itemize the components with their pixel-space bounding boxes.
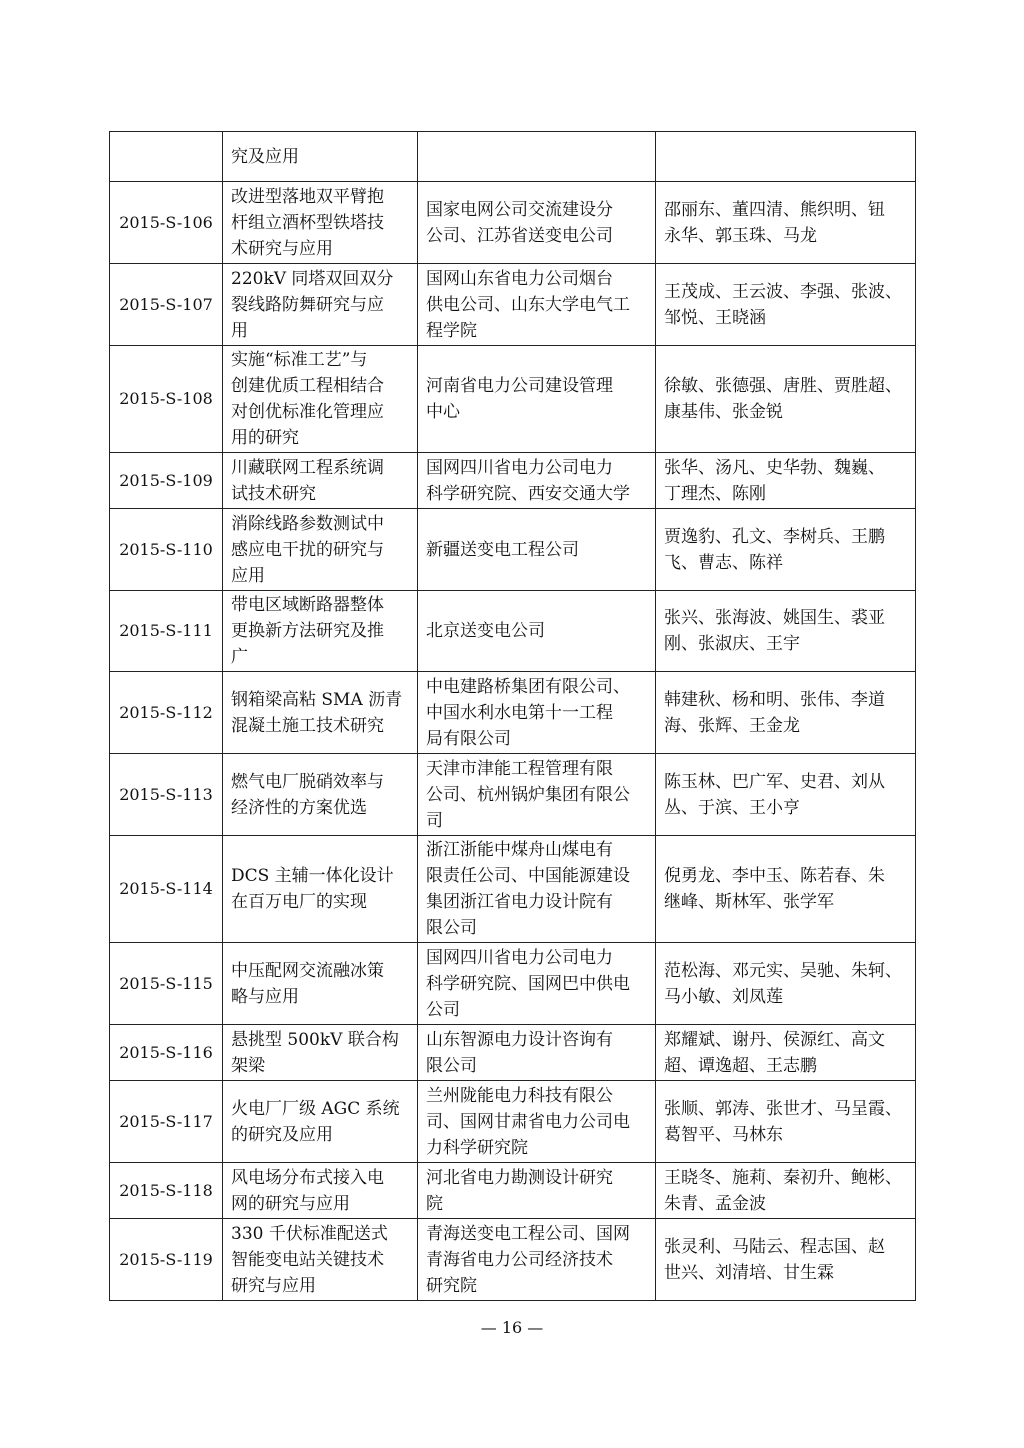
project-id-cell: 2015-S-115 [110, 943, 223, 1025]
project-name-cell: 悬挑型 500kV 联合构 架梁 [223, 1025, 418, 1081]
project-name-cell: 究及应用 [223, 132, 418, 182]
people-cell: 倪勇龙、李中玉、陈若春、朱 继峰、斯林军、张学军 [656, 836, 916, 943]
project-name-cell: 消除线路参数测试中 感应电干扰的研究与 应用 [223, 509, 418, 591]
people-cell: 郑耀斌、谢丹、侯源红、高文 超、谭逸超、王志鹏 [656, 1025, 916, 1081]
project-id-cell: 2015-S-113 [110, 754, 223, 836]
table-row [110, 672, 916, 754]
table-row [110, 264, 916, 346]
project-id-cell: 2015-S-118 [110, 1163, 223, 1219]
unit-cell: 山东智源电力设计咨询有 限公司 [418, 1025, 656, 1081]
project-name-cell: 钢箱梁高粘 SMA 沥青 混凝土施工技术研究 [223, 672, 418, 754]
unit-cell: 兰州陇能电力科技有限公 司、国网甘肃省电力公司电 力科学研究院 [418, 1081, 656, 1163]
unit-cell: 国网山东省电力公司烟台 供电公司、山东大学电气工 程学院 [418, 264, 656, 346]
table-row [110, 943, 916, 1025]
table-row [110, 591, 916, 672]
people-cell: 韩建秋、杨和明、张伟、李道 海、张辉、王金龙 [656, 672, 916, 754]
project-id-cell: 2015-S-107 [110, 264, 223, 346]
people-cell: 王晓冬、施莉、秦初升、鲍彬、 朱青、孟金波 [656, 1163, 916, 1219]
table-body [110, 132, 916, 1301]
project-id-cell: 2015-S-110 [110, 509, 223, 591]
project-name-cell: 燃气电厂脱硝效率与 经济性的方案优选 [223, 754, 418, 836]
people-cell: 徐敏、张德强、唐胜、贾胜超、 康基伟、张金锐 [656, 346, 916, 453]
project-name-cell: 川藏联网工程系统调 试技术研究 [223, 453, 418, 509]
project-id-cell: 2015-S-106 [110, 182, 223, 264]
project-id-cell [110, 132, 223, 182]
project-name-cell: 330 千伏标准配送式 智能变电站关键技术 研究与应用 [223, 1219, 418, 1301]
table-row [110, 754, 916, 836]
people-cell: 邵丽东、董四清、熊织明、钮 永华、郭玉珠、马龙 [656, 182, 916, 264]
page-number: — 16 — [480, 1318, 544, 1337]
people-cell: 张灵利、马陆云、程志国、赵 世兴、刘清培、甘生霖 [656, 1219, 916, 1301]
project-name-cell: 火电厂厂级 AGC 系统 的研究及应用 [223, 1081, 418, 1163]
unit-cell: 河北省电力勘测设计研究 院 [418, 1163, 656, 1219]
project-id-cell: 2015-S-109 [110, 453, 223, 509]
unit-cell: 中电建路桥集团有限公司、 中国水利水电第十一工程 局有限公司 [418, 672, 656, 754]
unit-cell: 天津市津能工程管理有限 公司、杭州锅炉集团有限公 司 [418, 754, 656, 836]
people-cell: 张兴、张海波、姚国生、裘亚 刚、张淑庆、王宇 [656, 591, 916, 672]
table-row [110, 836, 916, 943]
table-row [110, 346, 916, 453]
table-row [110, 182, 916, 264]
project-id-cell: 2015-S-111 [110, 591, 223, 672]
project-id-cell: 2015-S-114 [110, 836, 223, 943]
project-id-cell: 2015-S-119 [110, 1219, 223, 1301]
people-cell [656, 132, 916, 182]
unit-cell: 国网四川省电力公司电力 科学研究院、国网巴中供电 公司 [418, 943, 656, 1025]
table-row [110, 1081, 916, 1163]
table-row [110, 509, 916, 591]
people-cell: 王茂成、王云波、李强、张波、 邹悦、王晓涵 [656, 264, 916, 346]
people-cell: 张顺、郭涛、张世才、马呈霞、 葛智平、马林东 [656, 1081, 916, 1163]
table-row [110, 132, 916, 182]
unit-cell: 北京送变电公司 [418, 591, 656, 672]
people-cell: 陈玉林、巴广军、史君、刘从 丛、于滨、王小亨 [656, 754, 916, 836]
project-name-cell: 实施“标准工艺”与 创建优质工程相结合 对创优标准化管理应 用的研究 [223, 346, 418, 453]
table-row [110, 1163, 916, 1219]
project-id-cell: 2015-S-112 [110, 672, 223, 754]
project-id-cell: 2015-S-117 [110, 1081, 223, 1163]
people-cell: 范松海、邓元实、吴驰、朱轲、 马小敏、刘凤莲 [656, 943, 916, 1025]
table-row [110, 1025, 916, 1081]
people-cell: 张华、汤凡、史华勃、魏巍、 丁理杰、陈刚 [656, 453, 916, 509]
unit-cell: 国网四川省电力公司电力 科学研究院、西安交通大学 [418, 453, 656, 509]
table-row [110, 453, 916, 509]
project-name-cell: 带电区域断路器整体 更换新方法研究及推 广 [223, 591, 418, 672]
unit-cell [418, 132, 656, 182]
people-cell: 贾逸豹、孔文、李树兵、王鹏 飞、曹志、陈祥 [656, 509, 916, 591]
project-id-cell: 2015-S-108 [110, 346, 223, 453]
project-id-cell: 2015-S-116 [110, 1025, 223, 1081]
table-row [110, 1219, 916, 1301]
unit-cell: 河南省电力公司建设管理 中心 [418, 346, 656, 453]
unit-cell: 新疆送变电工程公司 [418, 509, 656, 591]
project-name-cell: 风电场分布式接入电 网的研究与应用 [223, 1163, 418, 1219]
awards-table [109, 131, 916, 1301]
unit-cell: 青海送变电工程公司、国网 青海省电力公司经济技术 研究院 [418, 1219, 656, 1301]
project-name-cell: DCS 主辅一体化设计 在百万电厂的实现 [223, 836, 418, 943]
project-name-cell: 220kV 同塔双回双分 裂线路防舞研究与应 用 [223, 264, 418, 346]
unit-cell: 浙江浙能中煤舟山煤电有 限责任公司、中国能源建设 集团浙江省电力设计院有 限公司 [418, 836, 656, 943]
unit-cell: 国家电网公司交流建设分 公司、江苏省送变电公司 [418, 182, 656, 264]
project-name-cell: 改进型落地双平臂抱 杆组立酒杯型铁塔技 术研究与应用 [223, 182, 418, 264]
project-name-cell: 中压配网交流融冰策 略与应用 [223, 943, 418, 1025]
